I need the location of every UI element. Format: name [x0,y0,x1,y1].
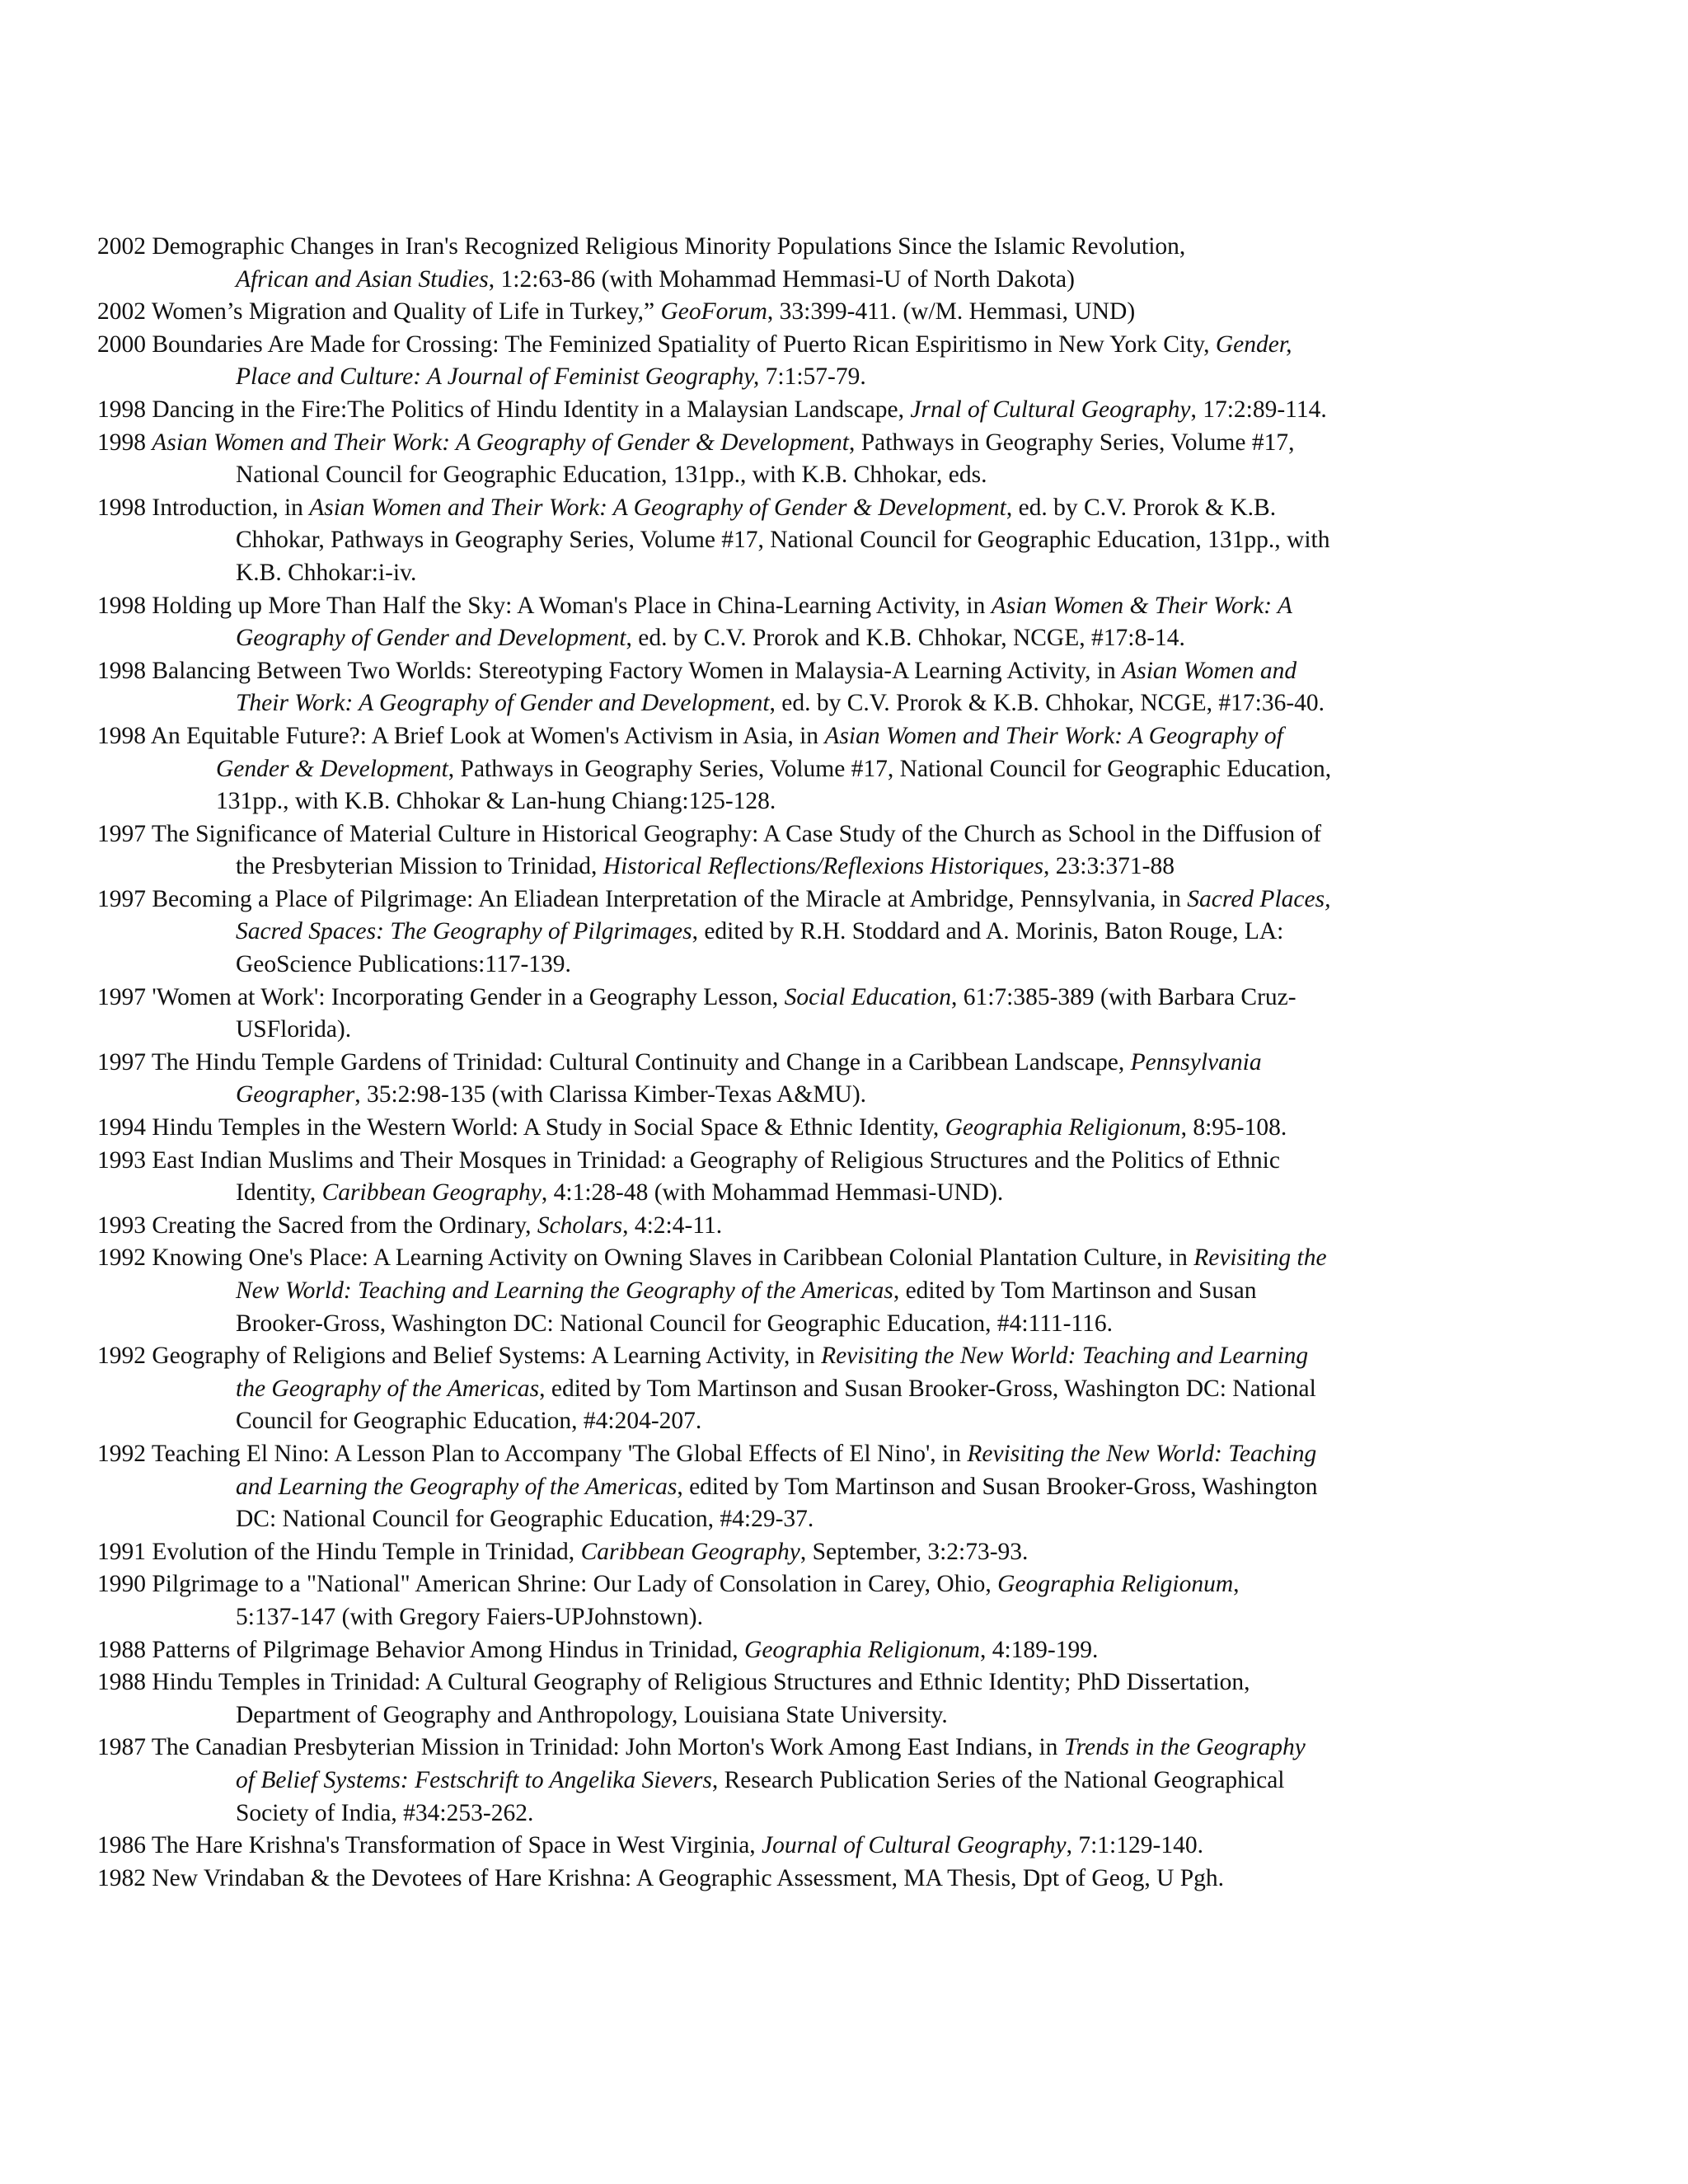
publication-title-italic: Asian Women and Their Work: A Geography of [824,722,1283,749]
citation-text: 1997 'Women at Work': Incorporating Gender in a Geography Lesson, [97,983,785,1010]
publication-title-italic: of Belief Systems: Festschrift to Angelika Sievers [236,1766,712,1793]
citation-text: DC: National Council for Geographic Education, #4:29-37. [236,1506,814,1533]
citation-text: , edited by Tom Martinson and Susan [893,1277,1257,1304]
citation-text: , edited by R.H. Stoddard and A. Morinis, Baton Rouge, LA: [692,918,1284,945]
publication-entry [97,1145,1647,1210]
citation-text: 2002 Demographic Changes in Iran's Recognized Religious Minority Populations Since the Islamic Revolution, [97,233,1186,260]
citation-text: the Presbyterian Mission to Trinidad, [236,853,603,880]
publication-title-italic: Asian Women and Their Work: A Geography of Gender & Development [309,494,1006,521]
entry-continuation-line [97,557,1647,590]
entry-first-line [97,883,1647,916]
entry-continuation-line [97,851,1647,883]
publication-title-italic: Place and Culture: A Journal of Feminist Geography, [236,363,760,391]
publication-entry [97,982,1647,1047]
citation-text: 7:1:57-79. [759,363,866,391]
entry-continuation-line [97,361,1647,394]
entry-first-line [97,720,1647,753]
citation-text: 1998 Introduction, in [97,494,310,521]
entry-first-line [97,296,1647,329]
citation-text: 1997 The Significance of Material Culture in Historical Geography: A Case Study of the Church as School in the Diffusion of [97,820,1322,847]
citation-text: 1992 Knowing One's Place: A Learning Activity on Owning Slaves in Caribbean Colonial Plantation Culture, in [97,1244,1194,1272]
publication-title-italic: and Learning the Geography of the Americas [236,1473,678,1500]
publication-entry [97,590,1647,655]
citation-text: , ed. by C.V. Prorok & K.B. Chhokar, NCGE, #17:36-40. [769,690,1325,717]
citation-text: 1998 An Equitable Future?: A Brief Look at Women's Activism in Asia, in [97,722,825,749]
publication-title-italic: Sacred Spaces: The Geography of Pilgrimages [236,918,692,945]
entry-first-line [97,818,1647,851]
publication-entry [97,427,1647,492]
publication-entry [97,818,1647,883]
citation-text: , edited by Tom Martinson and Susan Brooker-Gross, Washington DC: National [539,1375,1316,1402]
publication-title-italic: Trends in the Geography [1063,1734,1306,1761]
publication-entry [97,1863,1647,1896]
citation-text: 1998 Holding up More Than Half the Sky: A Woman's Place in China-Learning Activity, in [97,592,992,619]
entry-first-line [97,1112,1647,1145]
publication-title-italic: African and Asian Studies [236,265,489,293]
publication-title-italic: Revisiting the New World: Teaching and Learning [821,1343,1309,1370]
entry-first-line [97,492,1647,525]
publication-entry [97,1536,1647,1569]
citation-text: , 33:399-411. (w/M. Hemmasi, UND) [767,298,1136,326]
publication-title-italic: New World: Teaching and Learning the Geography of the Americas [236,1277,893,1304]
entry-continuation-line [97,622,1647,655]
entry-continuation-line [97,459,1647,492]
entry-first-line [97,982,1647,1015]
citation-text: K.B. Chhokar:i-iv. [236,559,417,586]
publication-entry [97,1210,1647,1243]
entry-first-line [97,1340,1647,1373]
entry-continuation-line [97,264,1647,297]
citation-text: , edited by Tom Martinson and Susan Brooker-Gross, Washington [677,1473,1318,1500]
publication-title-italic: Their Work: A Geography of Gender and Development [236,690,770,717]
citation-text: 1986 The Hare Krishna's Transformation of Space in West Virginia, [97,1832,762,1859]
entry-continuation-line [97,1079,1647,1112]
publication-title-italic: Caribbean Geography [580,1538,800,1565]
entry-continuation-line [97,524,1647,557]
citation-text: GeoScience Publications:117-139. [236,951,571,978]
citation-text: National Council for Geographic Education, 131pp., with K.B. Chhokar, eds. [236,462,987,489]
publication-title-italic: Asian Women and Their Work: A Geography of Gender & Development [152,429,849,456]
entry-continuation-line [97,1699,1647,1732]
entry-first-line [97,590,1647,623]
entry-first-line [97,1634,1647,1667]
publication-title-italic: Geographia Religionum [945,1114,1181,1141]
entry-first-line [97,1438,1647,1471]
publication-entry [97,1830,1647,1863]
citation-text: Identity, [236,1179,322,1207]
entry-continuation-line [97,1601,1647,1634]
citation-text: , 23:3:371-88 [1043,853,1175,880]
publication-entry [97,1438,1647,1536]
entry-continuation-line [97,1471,1647,1504]
entry-continuation-line [97,687,1647,720]
publication-entry [97,1568,1647,1633]
entry-continuation-line [97,1765,1647,1797]
citation-text: 5:137-147 (with Gregory Faiers-UPJohnstown). [236,1603,703,1630]
citation-text: 1998 Balancing Between Two Worlds: Stereotyping Factory Women in Malaysia-A Learning Activity, in [97,657,1123,684]
citation-text: Brooker-Gross, Washington DC: National Council for Geographic Education, #4:111-116. [236,1310,1114,1337]
entry-continuation-line [97,949,1647,982]
citation-text: Council for Geographic Education, #4:204-207. [236,1408,702,1435]
publication-title-italic: Scholars [537,1212,623,1239]
entry-first-line [97,1568,1647,1601]
entry-continuation-line [97,916,1647,949]
citation-text: 1987 The Canadian Presbyterian Mission in Trinidad: John Morton's Work Among East Indians, in [97,1734,1064,1761]
publication-entry [97,1242,1647,1340]
citation-text: , 4:2:4-11. [622,1212,723,1239]
entry-first-line [97,1536,1647,1569]
citation-text: , 17:2:89-114. [1190,396,1327,423]
publication-title-italic: Journal of Cultural Geography [762,1832,1067,1859]
citation-text: 2000 Boundaries Are Made for Crossing: The Feminized Spatiality of Puerto Rican Espiritismo in New York City, [97,330,1216,358]
citation-text: , Pathways in Geography Series, Volume #17, [848,429,1295,456]
citation-text: 1997 Becoming a Place of Pilgrimage: An Eliadean Interpretation of the Miracle at Ambridge, Pennsylvania, in [97,885,1188,912]
citation-text: 1991 Evolution of the Hindu Temple in Trinidad, [97,1538,581,1565]
entry-first-line [97,1242,1647,1275]
entry-continuation-line [97,1373,1647,1406]
citation-text: 1998 [97,429,152,456]
citation-text: , ed. by C.V. Prorok & K.B. [1006,494,1277,521]
citation-text: , 7:1:129-140. [1066,1832,1203,1859]
entry-first-line [97,1047,1647,1080]
entry-first-line [97,1863,1647,1896]
entry-continuation-line [97,785,1647,818]
citation-text: USFlorida). [236,1016,352,1043]
citation-text: 1982 New Vrindaban & the Devotees of Hare Krishna: A Geographic Assessment, MA Thesis, Dpt of Geog, U Pgh. [97,1864,1225,1891]
publication-entry [97,231,1647,296]
publication-title-italic: Asian Women and [1122,657,1297,684]
citation-text: 1992 Geography of Religions and Belief Systems: A Learning Activity, in [97,1343,822,1370]
entry-continuation-line [97,1275,1647,1308]
citation-text: , Pathways in Geography Series, Volume #17, National Council for Geographic Education, [448,755,1332,782]
publication-title-italic: Gender, [1215,330,1292,358]
entry-first-line [97,1666,1647,1699]
publication-title-italic: Caribbean Geography [321,1179,542,1207]
citation-text: , 8:95-108. [1180,1114,1287,1141]
citation-text: 1993 East Indian Muslims and Their Mosques in Trinidad: a Geography of Religious Structures and the Politics of Ethnic [97,1146,1280,1174]
publication-title-italic: Historical Reflections/Reflexions Historiques [603,853,1043,880]
entry-first-line [97,394,1647,427]
publication-title-italic: Jrnal of Cultural Geography [910,396,1191,423]
citation-text: , 4:189-199. [979,1636,1099,1663]
publication-title-italic: Geographer [236,1081,355,1108]
citation-text: , [1233,1571,1240,1598]
publication-title-italic: the Geography of the Americas [236,1375,540,1402]
entry-continuation-line [97,1503,1647,1536]
entry-continuation-line [97,1405,1647,1438]
citation-text: 1994 Hindu Temples in the Western World: A Study in Social Space & Ethnic Identity, [97,1114,945,1141]
citation-text: , ed. by C.V. Prorok and K.B. Chhokar, NCGE, #17:8-14. [626,625,1185,652]
entry-continuation-line [97,1797,1647,1830]
entry-continuation-line [97,1177,1647,1210]
entry-first-line [97,655,1647,688]
citation-text: Society of India, #34:253-262. [236,1799,534,1826]
publication-list [97,231,1647,1895]
publication-title-italic: Asian Women & Their Work: A [991,592,1292,619]
publication-entry [97,329,1647,394]
entry-first-line [97,329,1647,362]
citation-text: Chhokar, Pathways in Geography Series, Volume #17, National Council for Geographic Education, 131pp., with [236,527,1330,554]
citation-text: , 61:7:385-389 (with Barbara Cruz- [950,983,1296,1010]
publication-title-italic: Geographia Religionum [744,1636,980,1663]
publication-title-italic: Pennsylvania [1130,1048,1262,1076]
citation-text: , 35:2:98-135 (with Clarissa Kimber-Texas A&MU). [354,1081,867,1108]
entry-first-line [97,231,1647,264]
publication-title-italic: Geography of Gender and Development [236,625,626,652]
entry-continuation-line [97,753,1647,786]
entry-first-line [97,1145,1647,1178]
publication-entry [97,1340,1647,1438]
publication-entry [97,655,1647,720]
entry-continuation-line [97,1014,1647,1047]
publication-entry [97,883,1647,982]
citation-text: 1997 The Hindu Temple Gardens of Trinidad: Cultural Continuity and Change in a Caribbean Landscape, [97,1048,1131,1076]
citation-text: , 1:2:63-86 (with Mohammad Hemmasi-U of North Dakota) [488,265,1075,293]
publication-entry [97,1112,1647,1145]
citation-text: 2002 Women’s Migration and Quality of Life in Turkey,” [97,298,661,326]
publication-entry [97,394,1647,427]
publication-title-italic: Social Education [784,983,951,1010]
publication-entry [97,1047,1647,1112]
publication-title-italic: GeoForum [660,298,767,326]
citation-text: Department of Geography and Anthropology, Louisiana State University. [236,1701,948,1728]
citation-text: , Research Publication Series of the National Geographical [711,1766,1285,1793]
publication-title-italic: Sacred Places, [1187,885,1331,912]
publication-entry [97,1666,1647,1732]
publication-title-italic: Gender & Development [216,755,448,782]
publication-entry [97,1634,1647,1667]
publication-title-italic: Revisiting the New World: Teaching [967,1440,1317,1467]
entry-continuation-line [97,1308,1647,1341]
entry-first-line [97,1210,1647,1243]
citation-text: 1992 Teaching El Nino: A Lesson Plan to Accompany 'The Global Effects of El Nino', in [97,1440,968,1467]
citation-text: , 4:1:28-48 (with Mohammad Hemmasi-UND). [541,1179,1004,1207]
citation-text: 1988 Hindu Temples in Trinidad: A Cultural Geography of Religious Structures and Ethnic Identity; PhD Dissertation, [97,1669,1250,1696]
publication-entry [97,492,1647,590]
publication-title-italic: Geographia Religionum [997,1571,1234,1598]
citation-text: 1988 Patterns of Pilgrimage Behavior Among Hindus in Trinidad, [97,1636,745,1663]
citation-text: 1998 Dancing in the Fire:The Politics of Hindu Identity in a Malaysian Landscape, [97,396,911,423]
publication-title-italic: Revisiting the [1193,1244,1327,1272]
citation-text: 131pp., with K.B. Chhokar & Lan-hung Chiang:125-128. [216,788,776,815]
entry-first-line [97,1732,1647,1765]
citation-text: , September, 3:2:73-93. [799,1538,1029,1565]
entry-first-line [97,1830,1647,1863]
publication-entry [97,720,1647,818]
citation-text: 1993 Creating the Sacred from the Ordinary, [97,1212,537,1239]
publication-entry [97,296,1647,329]
citation-text: 1990 Pilgrimage to a "National" American Shrine: Our Lady of Consolation in Carey, Ohio, [97,1571,998,1598]
publication-entry [97,1732,1647,1830]
entry-first-line [97,427,1647,460]
